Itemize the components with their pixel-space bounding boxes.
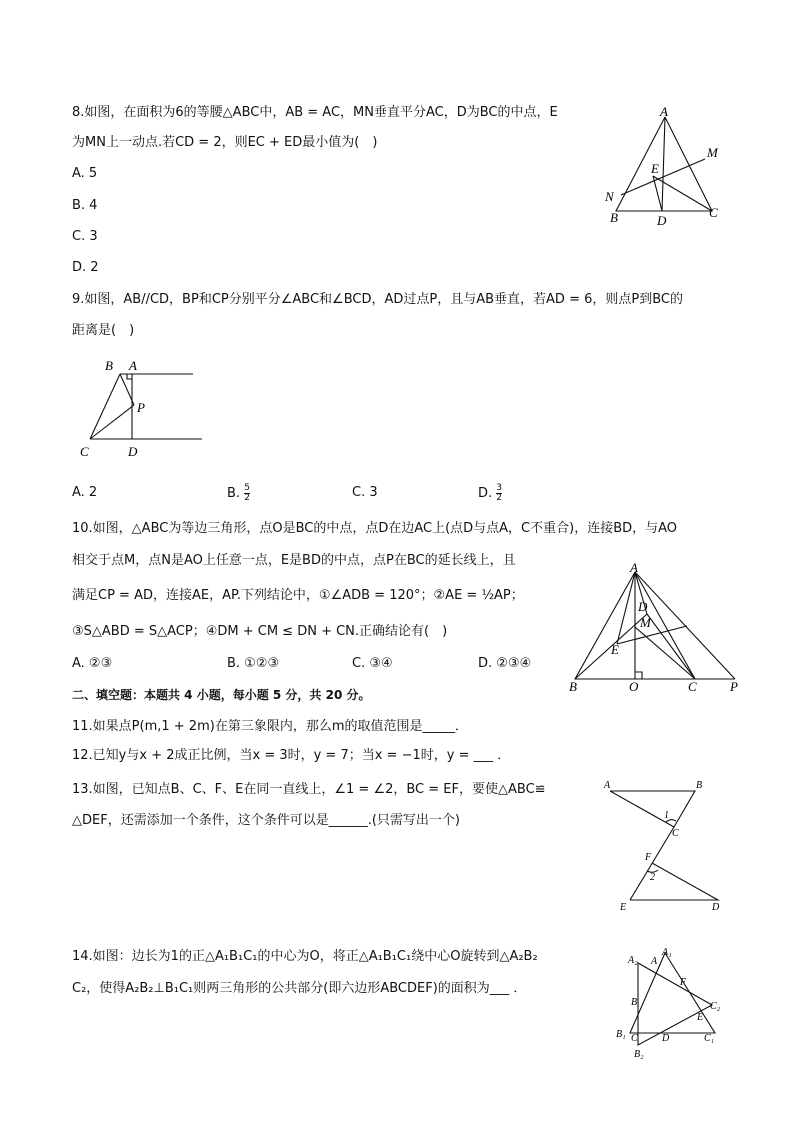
q13-figure [600, 776, 730, 914]
q9-option-b-letter: B. [227, 486, 245, 501]
q14-label-c: C [631, 1033, 638, 1044]
q14-label-a1: A₁ [662, 947, 672, 958]
q14-label-f: F [680, 977, 687, 988]
q14-label-a: A [651, 956, 658, 967]
q13-label-angle2: 2 [650, 872, 655, 883]
q13-label-angle1: 1 [664, 810, 669, 821]
q8-option-d: D. 2 [72, 260, 99, 275]
q10-label-d: D [638, 599, 648, 614]
q14-label-b1: B₁ [616, 1029, 626, 1040]
q14-label-b: B [631, 997, 638, 1008]
q8-option-c: C. 3 [72, 229, 98, 244]
q13-label-a: A [604, 780, 611, 791]
q9-label-c: C [80, 444, 89, 459]
q10-line3: 满足CP = AD，连接AE，AP.下列结论中，①∠ADB = 120°；②AE = ½AP； [72, 588, 524, 603]
q10-label-c: C [688, 679, 697, 694]
q8-line1: 8.如图，在面积为6的等腰△ABC中，AB = AC，MN垂直平分AC，D为BC的中点，E [72, 105, 558, 120]
q12: 12.已知y与x + 2成正比例，当x = 3时，y = 7；当x = −1时，y = ___ ． [72, 748, 511, 763]
q10-option-a: A. ②③ [72, 656, 113, 671]
q8-label-b: B [610, 210, 618, 225]
q9-label-p: P [137, 400, 145, 415]
q8-option-b: B. 4 [72, 198, 98, 213]
q8-label-n: N [605, 189, 614, 204]
q10-line1: 10.如图，△ABC为等边三角形，点O是BC的中点，点D在边AC上(点D与点A，C不重合)，连接BD，与AO [72, 521, 678, 536]
q10-label-m: M [640, 615, 651, 630]
q14-label-c2: C₂ [710, 1001, 721, 1012]
q13-label-f: F [645, 852, 652, 863]
q14-label-d: D [662, 1033, 670, 1044]
q14-label-b2: B₂ [634, 1049, 644, 1060]
q10-label-e: E [611, 642, 619, 657]
q13-line1: 13.如图，已知点B、C、F、E在同一直线上，∠1 = ∠2，BC = EF，要使△ABC≌ [72, 782, 546, 797]
q8-figure [595, 105, 735, 230]
q8-label-e: E [651, 161, 659, 176]
q13-label-e: E [620, 902, 627, 913]
q10-label-o: O [629, 679, 639, 694]
q9-option-b-label [227, 484, 250, 503]
q9-option-c: C. 3 [352, 485, 378, 500]
q13-label-c: C [672, 828, 679, 839]
q10-label-p: P [730, 679, 738, 694]
q9-figure [75, 356, 210, 461]
q14-label-e: E [697, 1012, 704, 1023]
q14-line2: C₂，使得A₂B₂⊥B₁C₁则两三角形的公共部分(即六边形ABCDEF)的面积为___ ． [72, 981, 527, 996]
q9-option-b-fraction: $\frac{5}{2}$ [244, 483, 250, 503]
q10-line2: 相交于点M，点N是AO上任意一点，E是BD的中点，点P在BC的延长线上，且 [72, 553, 516, 568]
q10-option-d: D. ②③④ [478, 656, 532, 671]
q14-line1: 14.如图：边长为1的正△A₁B₁C₁的中心为O，将正△A₁B₁C₁绕中心O旋转到△A₂B₂ [72, 949, 538, 964]
q10-line4: ③S△ABD = S△ACP；④DM + CM ≤ DN + CN.正确结论有( ) [72, 624, 448, 639]
q14-label-c1: C₁ [704, 1033, 715, 1044]
q14-figure [612, 945, 732, 1060]
q10-label-b: B [569, 679, 577, 694]
q14-label-a2: A₂ [628, 955, 638, 966]
q10-figure [565, 562, 755, 697]
q9-label-b: B [105, 358, 113, 373]
q13-label-d: D [712, 902, 720, 913]
q9-label-a: A [129, 358, 137, 373]
q9-option-d-label [478, 484, 502, 503]
q8-option-a: A. 5 [72, 166, 98, 181]
q9-option-a: A. 2 [72, 485, 98, 500]
q8-label-c: C [709, 205, 718, 220]
q8-label-d: D [657, 213, 667, 228]
q9-line1: 9.如图，AB//CD，BP和CP分别平分∠ABC和∠BCD，AD过点P，且与AB垂直，若AD = 6，则点P到BC的 [72, 292, 683, 307]
q9-line2: 距离是( ) [72, 323, 135, 338]
q11: 11.如果点P(m,1 + 2m)在第三象限内，那么m的取值范围是_____． [72, 719, 468, 734]
section-heading: 二、填空题：本题共 4 小题，每小题 5 分，共 20 分。 [72, 688, 371, 702]
q9-option-d-fraction: $\frac{3}{2}$ [496, 483, 503, 503]
q8-label-a: A [660, 104, 668, 119]
q10-option-c: C. ③④ [352, 656, 393, 671]
q9-option-d-letter: D. [478, 486, 497, 501]
q10-option-b: B. ①②③ [227, 656, 280, 671]
q10-label-a: A [630, 560, 638, 575]
q13-label-b: B [696, 780, 703, 791]
q13-line2: △DEF，还需添加一个条件，这个条件可以是______.(只需写出一个) [72, 813, 460, 828]
q8-label-m: M [707, 145, 718, 160]
q9-label-d: D [128, 444, 138, 459]
q8-line2: 为MN上一动点.若CD = 2，则EC + ED最小值为( ) [72, 135, 378, 150]
